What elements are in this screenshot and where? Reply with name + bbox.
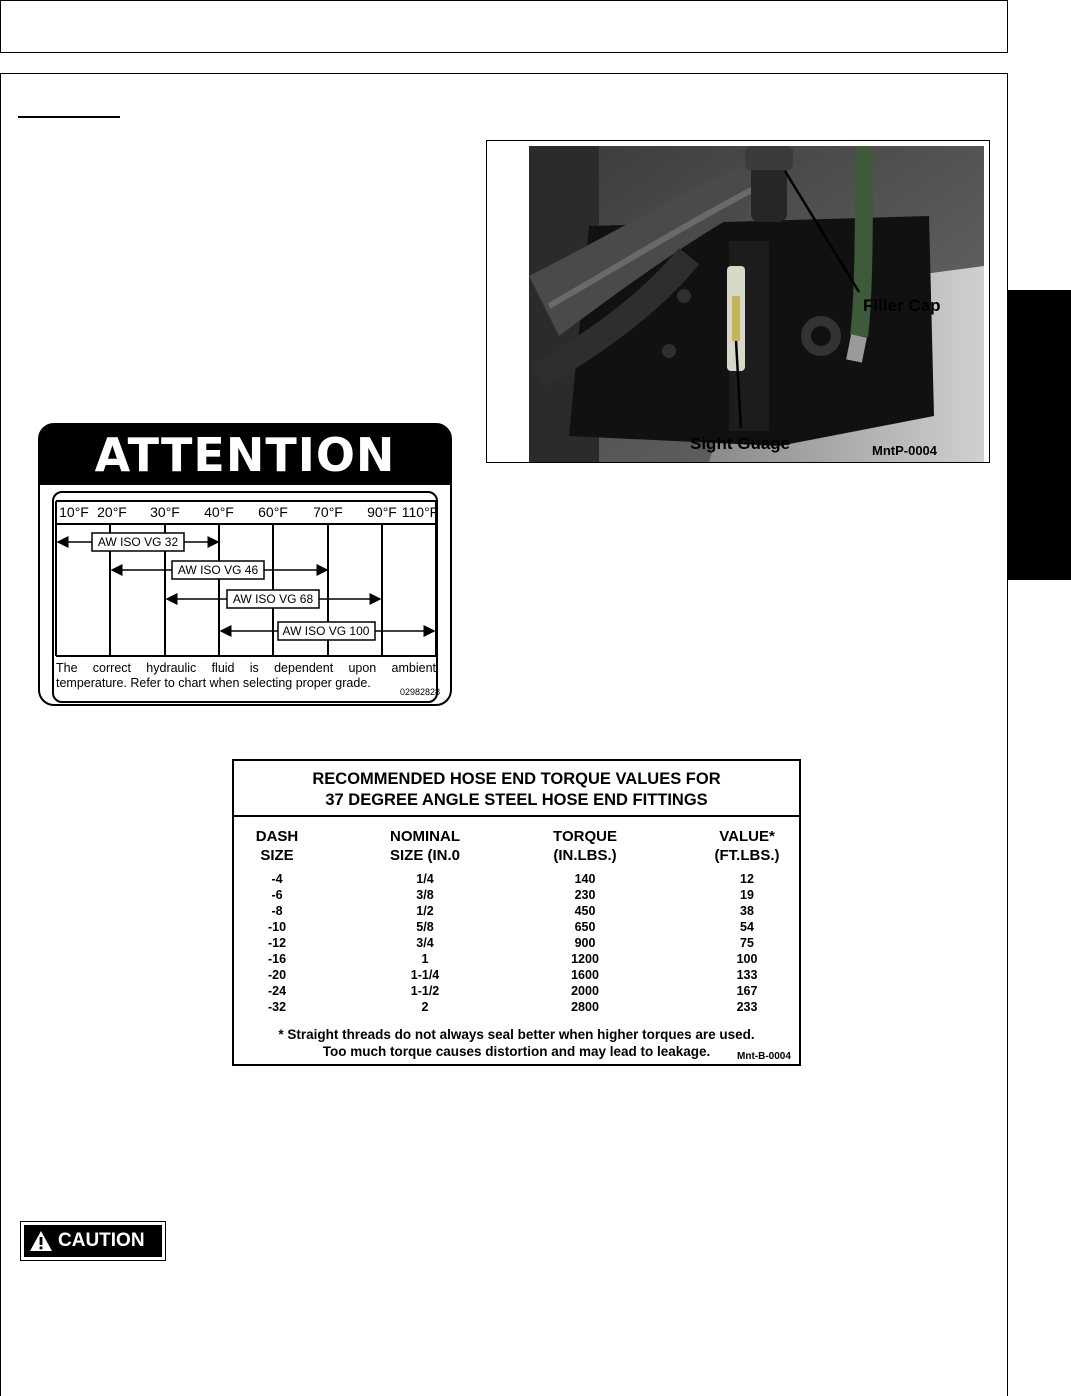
table-cell: 1/2	[416, 904, 434, 918]
table-cell: 3/8	[416, 888, 434, 902]
photo-code: MntP-0004	[872, 443, 938, 458]
table-cell: -10	[267, 920, 287, 934]
attention-title: ATTENTION	[40, 425, 450, 485]
grade-label: AW ISO VG 68	[232, 592, 314, 606]
table-cell: 133	[736, 968, 758, 982]
table-cell: 900	[574, 936, 596, 950]
column-header: (IN.LBS.)	[553, 847, 617, 864]
temperature-label: 10°F	[59, 504, 89, 520]
torque-note-line2: Too much torque causes distortion and may lead to leakage.	[322, 1044, 711, 1059]
table-cell: 1-1/2	[410, 984, 440, 998]
table-cell: 1600	[571, 968, 599, 982]
table-cell: 1	[421, 952, 429, 966]
table-cell: 1200	[571, 952, 599, 966]
torque-title-line1: RECOMMENDED HOSE END TORQUE VALUES FOR	[312, 770, 721, 788]
section-heading-underline	[18, 116, 120, 118]
table-cell: 3/4	[416, 936, 434, 950]
grade-label: AW ISO VG 32	[97, 535, 179, 549]
filler-cap-label: Filler Cap	[863, 296, 941, 315]
hydraulic-fluid-attention-decal	[38, 423, 452, 706]
table-cell: 54	[740, 920, 754, 934]
temperature-label: 90°F	[367, 504, 397, 520]
decal-note-line2: temperature. Refer to chart when selecting proper grade.	[56, 676, 371, 690]
table-cell: -16	[267, 952, 287, 966]
table-cell: 2	[421, 1000, 429, 1014]
table-cell: 450	[574, 904, 596, 918]
caution-label	[20, 1221, 166, 1261]
table-cell: 233	[736, 1000, 758, 1014]
table-cell: -6	[271, 888, 283, 902]
temperature-label: 40°F	[204, 504, 234, 520]
caution-banner	[24, 1225, 162, 1257]
page-header-frame	[0, 0, 1008, 53]
temperature-label: 30°F	[150, 504, 180, 520]
table-cell: -8	[271, 904, 283, 918]
temperature-label: 20°F	[97, 504, 127, 520]
table-cell: 1/4	[416, 872, 434, 886]
column-header: SIZE	[260, 847, 294, 864]
table-cell: 140	[574, 872, 596, 886]
torque-note-line1: * Straight threads do not always seal better when higher torques are used.	[278, 1027, 755, 1042]
section-tab	[1008, 290, 1071, 580]
table-cell: 650	[574, 920, 596, 934]
column-header: SIZE (IN.0	[389, 847, 460, 864]
table-cell: -32	[267, 1000, 287, 1014]
temperature-label: 60°F	[258, 504, 288, 520]
table-cell: 100	[736, 952, 758, 966]
table-cell: 1-1/4	[410, 968, 440, 982]
table-cell: -20	[267, 968, 287, 982]
temperature-label: 70°F	[313, 504, 343, 520]
grade-label: AW ISO VG 100	[282, 624, 370, 638]
table-cell: 12	[740, 872, 754, 886]
column-header: VALUE*	[719, 828, 775, 845]
torque-table-code: Mnt-B-0004	[737, 1051, 791, 1062]
table-cell: 230	[574, 888, 596, 902]
table-cell: 5/8	[416, 920, 434, 934]
decal-note-line1: The correct hydraulic fluid is dependent upon ambient	[56, 661, 436, 675]
torque-table-title	[234, 769, 799, 811]
table-cell: -24	[267, 984, 287, 998]
temperature-label: 110°F	[401, 504, 439, 520]
column-header: (FT.LBS.)	[714, 847, 780, 864]
table-cell: 2800	[571, 1000, 599, 1014]
table-cell: 19	[740, 888, 754, 902]
table-cell: 38	[740, 904, 754, 918]
warning-triangle-icon	[29, 1230, 53, 1252]
column-header: NOMINAL	[390, 828, 460, 845]
grade-label: AW ISO VG 46	[177, 563, 259, 577]
sight-gauge-label: Sight Guage	[690, 434, 791, 453]
decal-code: 02982828	[400, 687, 441, 697]
torque-values-table	[232, 759, 801, 1066]
column-header: DASH	[255, 828, 299, 845]
column-header: TORQUE	[553, 828, 617, 845]
table-cell: 2000	[571, 984, 599, 998]
table-cell: 167	[736, 984, 758, 998]
table-cell: -12	[267, 936, 287, 950]
caution-text: CAUTION	[58, 1230, 145, 1251]
title-divider	[234, 815, 799, 817]
torque-title-line2: 37 DEGREE ANGLE STEEL HOSE END FITTINGS	[325, 791, 708, 809]
table-cell: -4	[271, 872, 283, 886]
table-cell: 75	[740, 936, 754, 950]
